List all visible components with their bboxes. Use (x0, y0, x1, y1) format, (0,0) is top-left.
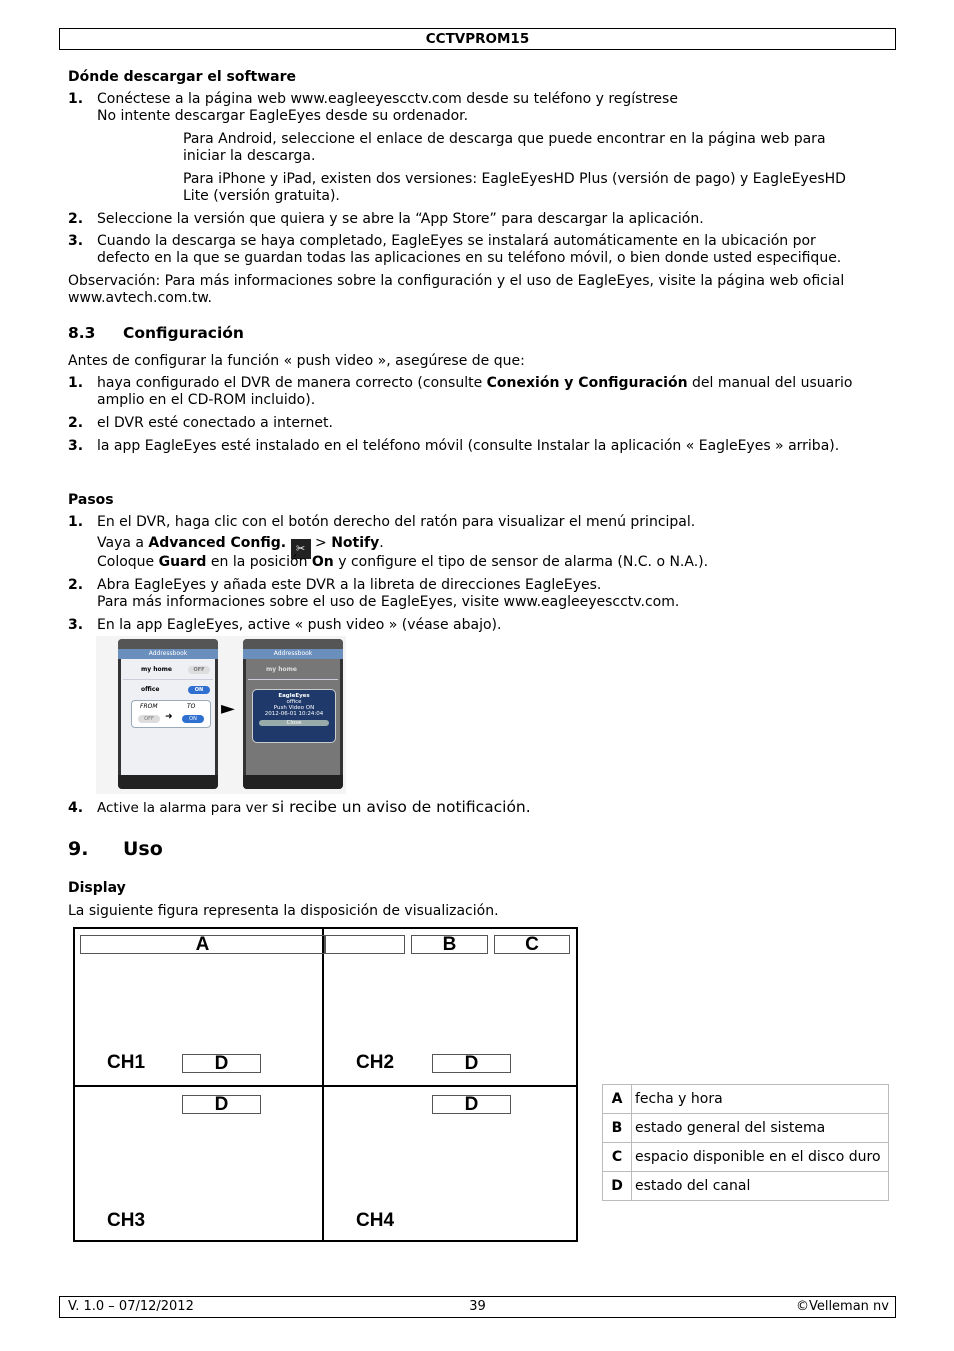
paso1-menu-path: Vaya a Advanced Config. ✂ > Notify. (97, 535, 384, 559)
android-note: Para Android, seleccione el enlace de descarga que puede encontrar en la página web para (183, 131, 826, 147)
dialog-text: office (286, 699, 302, 705)
list-number: 2. (68, 211, 84, 227)
observation: Observación: Para más informaciones sobre la configuración y el uso de EagleEyes, visite la página web oficial (68, 273, 845, 289)
paso4: Active la alarma para ver si recibe un aviso de notificación. (97, 798, 531, 816)
pasos-heading: Pasos (68, 492, 114, 508)
list-number: 3. (68, 438, 84, 454)
list-number: 3. (68, 233, 84, 249)
phone-screenshots (96, 636, 346, 794)
channel-label: CH2 (356, 1052, 395, 1073)
channel-label: CH3 (107, 1210, 146, 1231)
download-step1: Conéctese a la página web www.eagleeyescctv.com desde su teléfono y regístrese (97, 91, 678, 107)
list-number: 2. (68, 577, 84, 593)
config-item1: haya configurado el DVR de manera correcto (consulte Conexión y Configuración del manual del usuario (97, 375, 853, 391)
paso1: En el DVR, haga clic con el botón derecho del ratón para visualizar el menú principal. (97, 514, 696, 530)
table-row: A fecha y hora (603, 1085, 889, 1114)
paso2: Abra EagleEyes y añada este DVR a la libreta de direcciones EagleEyes. (97, 577, 602, 593)
box-c: C (494, 935, 570, 954)
tab-bar (118, 775, 218, 789)
legend-table (602, 1084, 889, 1201)
config-item2: el DVR esté conectado a internet. (97, 415, 333, 431)
list-number: 1. (68, 91, 84, 107)
download-step1-note: No intente descargar EagleEyes desde su ordenador. (97, 108, 469, 124)
config-item3: la app EagleEyes esté instalado en el teléfono móvil (consulte Instalar la aplicación « EagleEyes » arriba). (97, 438, 840, 454)
download-step2: Seleccione la versión que quiera y se abre la “App Store” para descargar la aplicación. (97, 211, 704, 227)
box-b: B (411, 935, 488, 954)
page-footer (59, 1296, 896, 1318)
toggle-switch[interactable]: ON (188, 686, 210, 694)
paso2-cont: Para más informaciones sobre el uso de EagleEyes, visite www.eagleeyescctv.com. (97, 594, 680, 610)
phone-screen-settings (118, 639, 218, 789)
dialog-title: EagleEyes (278, 693, 310, 699)
list-item[interactable]: office ON (123, 681, 213, 699)
footer-copyright: ©Velleman nv (795, 1299, 889, 1314)
push-setting-box (131, 700, 211, 728)
table-row: B estado general del sistema (603, 1114, 889, 1143)
list-number: 4. (68, 800, 84, 816)
tools-icon: ✂ (291, 539, 311, 559)
toggle-switch[interactable]: OFF (188, 666, 210, 674)
table-row: C espacio disponible en el disco duro (603, 1143, 889, 1172)
list-number: 1. (68, 375, 84, 391)
box-d: D (182, 1095, 261, 1114)
section-title: Configuración (123, 324, 244, 342)
status-bar (118, 639, 218, 649)
box-empty (325, 935, 405, 954)
list-item[interactable]: my home OFF (123, 661, 213, 680)
dialog-text: Push Video ON (273, 705, 315, 711)
box-d: D (432, 1054, 511, 1073)
download-step3-cont: defecto en la que se guardan todas las aplicaciones en su teléfono móvil, o bien donde usted especifique. (97, 250, 842, 266)
box-d: D (432, 1095, 511, 1114)
dialog-close-button[interactable]: Close (259, 720, 329, 726)
nav-title: Addressbook (243, 649, 343, 659)
iphone-note-cont: Lite (versión gratuita). (183, 188, 340, 204)
from-switch[interactable]: OFF (138, 715, 160, 723)
from-label: FROM (140, 703, 158, 710)
observation-cont: www.avtech.com.tw. (68, 290, 212, 306)
download-heading: Dónde descargar el software (68, 69, 297, 85)
section-title: Uso (123, 838, 163, 860)
display-intro: La siguiente figura representa la disposición de visualización. (68, 903, 499, 919)
config-item1-cont: amplio en el CD-ROM incluido). (97, 392, 316, 408)
list-number: 3. (68, 617, 84, 633)
android-note-cont: iniciar la descarga. (183, 148, 316, 164)
paso1-guard: Coloque Guard en la posición On y configure el tipo de sensor de alarma (N.C. o N.A.). (97, 554, 709, 570)
arrow-right-icon: ➜ (165, 712, 173, 722)
address-list (121, 659, 215, 775)
to-switch[interactable]: ON (182, 715, 204, 723)
footer-page-number: 39 (469, 1299, 486, 1314)
nav-title: Addressbook (118, 649, 218, 659)
page-header: CCTVPROM15 (59, 28, 896, 50)
to-label: TO (187, 703, 196, 710)
table-row: D estado del canal (603, 1172, 889, 1201)
phone-screen-alert (243, 639, 343, 789)
list-number: 2. (68, 415, 84, 431)
footer-version: V. 1.0 – 07/12/2012 (68, 1299, 194, 1314)
dialog-text: 2012-06-01 10:24:04 (264, 711, 324, 717)
display-heading: Display (68, 880, 126, 896)
box-a: A (80, 935, 325, 954)
play-arrow-icon: ► (221, 698, 235, 719)
paso3: En la app EagleEyes, active « push video » (véase abajo). (97, 617, 502, 633)
iphone-note: Para iPhone y iPad, existen dos versiones: EagleEyesHD Plus (versión de pago) y EagleEyesHD (183, 171, 846, 187)
list-number: 1. (68, 514, 84, 530)
download-step3: Cuando la descarga se haya completado, EagleEyes se instalará automáticamente en la ubicación por (97, 233, 816, 249)
display-layout-figure (73, 927, 578, 1242)
section-number: 8.3 (68, 324, 96, 342)
list-item: my home (248, 661, 338, 680)
box-d: D (182, 1054, 261, 1073)
section-number: 9. (68, 838, 89, 860)
config-intro: Antes de configurar la función « push video », asegúrese de que: (68, 353, 525, 369)
alert-dialog (252, 689, 336, 743)
channel-label: CH1 (107, 1052, 146, 1073)
channel-label: CH4 (356, 1210, 395, 1231)
